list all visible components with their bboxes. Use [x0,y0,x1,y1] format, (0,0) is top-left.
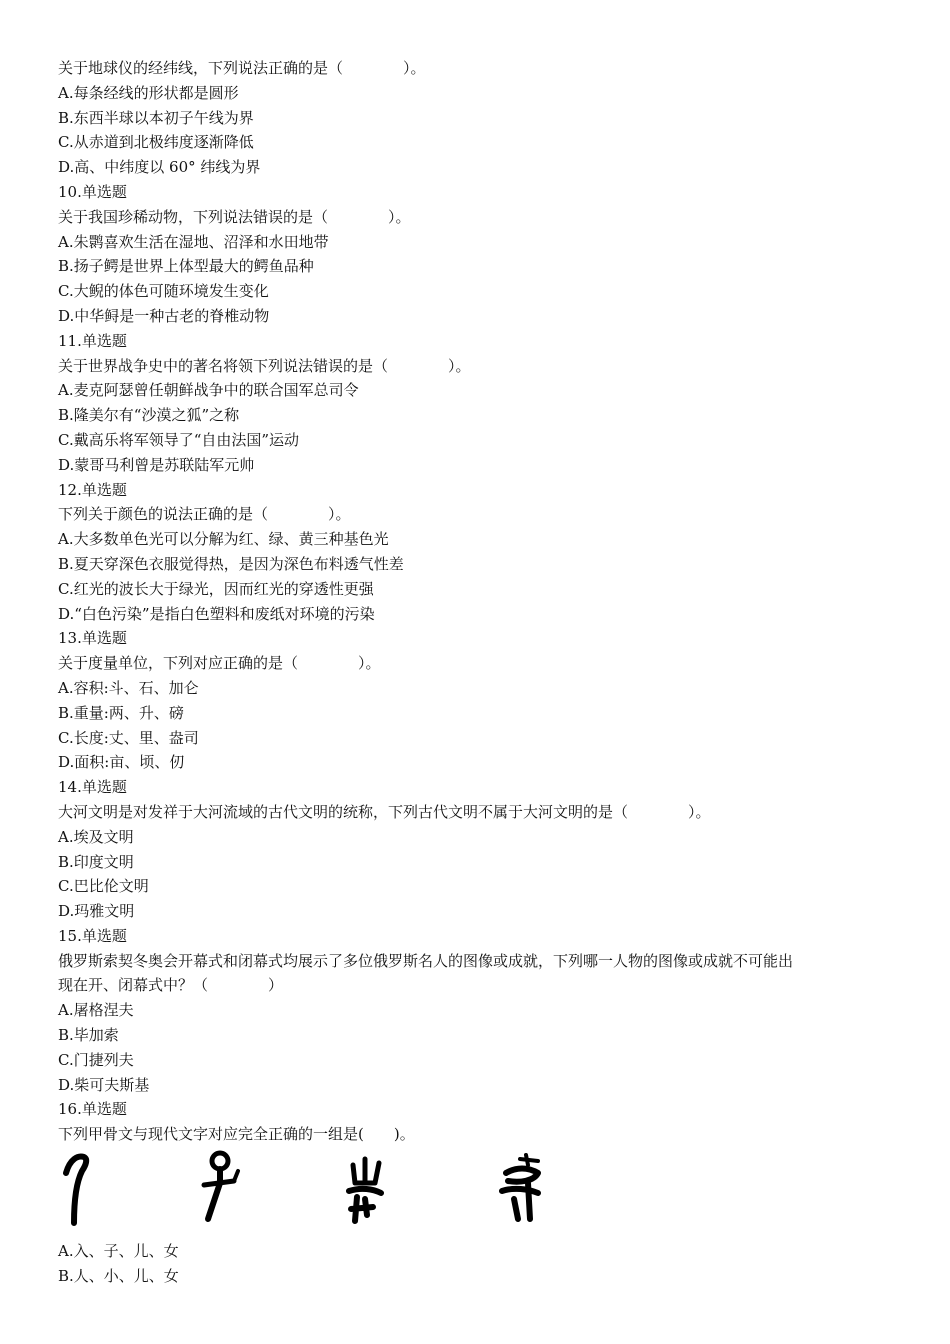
question-15-option-d: D.柴可夫斯基 [58,1075,150,1094]
question-13-option-b: B.重量:两、升、磅 [58,703,184,722]
question-9-option-c: C.从赤道到北极纬度逐渐降低 [58,133,254,152]
question-13-option-d: D.面积:亩、顷、仞 [58,753,185,772]
question-13-option-c: C.长度:丈、里、盎司 [58,728,199,747]
question-14-option-c: C.巴比伦文明 [58,877,149,896]
question-12-option-a: A.大多数单色光可以分解为红、绿、黄三种基色光 [58,530,389,549]
question-9-option-b: B.东西半球以本初子午线为界 [58,108,254,127]
oracle-bone-glyph-4-icon [498,1149,558,1229]
question-14-stem: 大河文明是对发祥于大河流域的古代文明的统称，下列古代文明不属于大河文明的是（ ）。 [58,802,711,821]
question-10-option-c: C.大鲵的体色可随环境发生变化 [58,282,269,301]
question-10-option-a: A.朱鹮喜欢生活在湿地、沼泽和水田地带 [58,232,329,251]
question-9-option-d: D.高、中纬度以 60° 纬线为界 [58,158,261,177]
question-10-header: 10.单选题 [58,182,127,201]
oracle-bone-glyph-1-icon [60,1149,120,1229]
oracle-bone-glyph-3-icon [343,1149,403,1229]
question-14-header: 14.单选题 [58,778,127,797]
question-12-option-d: D.“白色污染”是指白色塑料和废纸对环境的污染 [58,604,375,623]
exam-page [58,56,898,1289]
question-12-option-c: C.红光的波长大于绿光，因而红光的穿透性更强 [58,579,374,598]
question-15-stem-line-1: 俄罗斯索契冬奥会开幕式和闭幕式均展示了多位俄罗斯名人的图像或成就，下列哪一人物的图像或成就不可能出 [58,951,794,970]
question-11-option-d: D.蒙哥马利曾是苏联陆军元帅 [58,455,255,474]
question-16-option-b: B.人、小、儿、女 [58,1266,179,1285]
question-15-header: 15.单选题 [58,926,127,945]
question-14-option-b: B.印度文明 [58,852,134,871]
question-12-stem: 下列关于颜色的说法正确的是（ ）。 [58,505,351,524]
question-13-header: 13.单选题 [58,629,127,648]
question-10-option-b: B.扬子鳄是世界上体型最大的鳄鱼品种 [58,257,314,276]
question-15-option-a: A.屠格涅夫 [58,1001,134,1020]
question-9-option-a: A.每条经线的形状都是圆形 [58,83,239,102]
oracle-bone-glyph-row [58,1149,898,1239]
question-11-option-c: C.戴高乐将军领导了“自由法国”运动 [58,430,300,449]
question-13-stem: 关于度量单位，下列对应正确的是（ ）。 [58,654,381,673]
question-10-stem: 关于我国珍稀动物，下列说法错误的是（ ）。 [58,207,411,226]
question-16-stem: 下列甲骨文与现代文字对应完全正确的一组是( )。 [58,1125,415,1144]
question-14-option-a: A.埃及文明 [58,827,134,846]
question-15-stem-line-2: 现在开、闭幕式中？（ ） [58,976,284,995]
question-11-option-b: B.隆美尔有“沙漠之狐”之称 [58,406,240,425]
question-10-option-d: D.中华鲟是一种古老的脊椎动物 [58,306,270,325]
question-14-option-d: D.玛雅文明 [58,902,135,921]
question-9-stem: 关于地球仪的经纬线，下列说法正确的是（ ）。 [58,59,426,77]
question-15-option-b: B.毕加索 [58,1026,119,1045]
question-15-option-c: C.门捷列夫 [58,1050,134,1069]
oracle-bone-glyph-2-icon [198,1149,258,1229]
question-12-option-b: B.夏天穿深色衣服觉得热，是因为深色布料透气性差 [58,554,404,573]
question-13-option-a: A.容积:斗、石、加仑 [58,678,199,697]
question-11-stem: 关于世界战争史中的著名将领下列说法错误的是（ ）。 [58,356,471,375]
question-11-header: 11.单选题 [58,331,127,350]
question-16-option-a: A.入、子、儿、女 [58,1242,179,1261]
question-12-header: 12.单选题 [58,480,127,499]
question-16-header: 16.单选题 [58,1100,127,1119]
question-11-option-a: A.麦克阿瑟曾任朝鲜战争中的联合国军总司令 [58,381,359,400]
